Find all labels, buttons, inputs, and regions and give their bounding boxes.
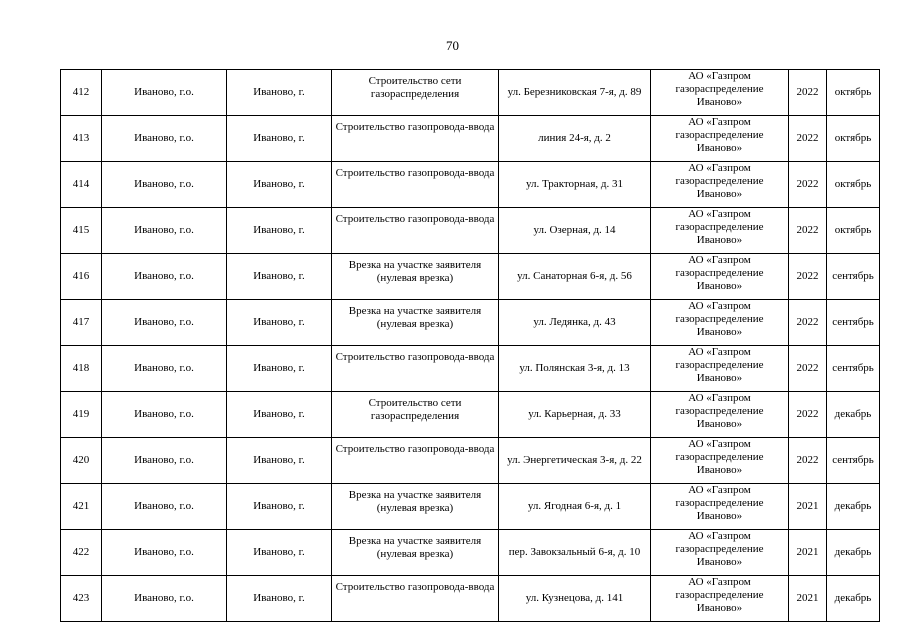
cell-district: Иваново, г.о. bbox=[102, 300, 227, 346]
cell-organization: АО «Газпром газораспределение Иваново» bbox=[651, 484, 789, 530]
cell-work-type: Строительство газопровода-ввода bbox=[332, 208, 499, 254]
cell-district: Иваново, г.о. bbox=[102, 530, 227, 576]
cell-district: Иваново, г.о. bbox=[102, 254, 227, 300]
table-row bbox=[61, 576, 880, 622]
cell-organization: АО «Газпром газораспределение Иваново» bbox=[651, 346, 789, 392]
table-row bbox=[61, 346, 880, 392]
cell-number: 420 bbox=[61, 438, 102, 484]
cell-settlement: Иваново, г. bbox=[227, 208, 332, 254]
cell-month: сентябрь bbox=[827, 254, 880, 300]
table-row bbox=[61, 70, 880, 116]
cell-month: октябрь bbox=[827, 116, 880, 162]
cell-number: 422 bbox=[61, 530, 102, 576]
cell-year: 2021 bbox=[789, 576, 827, 622]
cell-year: 2021 bbox=[789, 530, 827, 576]
cell-year: 2022 bbox=[789, 300, 827, 346]
cell-year: 2022 bbox=[789, 162, 827, 208]
cell-settlement: Иваново, г. bbox=[227, 392, 332, 438]
table-row bbox=[61, 438, 880, 484]
cell-number: 419 bbox=[61, 392, 102, 438]
cell-settlement: Иваново, г. bbox=[227, 300, 332, 346]
cell-month: сентябрь bbox=[827, 346, 880, 392]
cell-work-type: Строительство газопровода-ввода bbox=[332, 116, 499, 162]
cell-work-type: Строительство газопровода-ввода bbox=[332, 346, 499, 392]
cell-address: ул. Кузнецова, д. 141 bbox=[499, 576, 651, 622]
cell-settlement: Иваново, г. bbox=[227, 116, 332, 162]
cell-settlement: Иваново, г. bbox=[227, 162, 332, 208]
cell-year: 2022 bbox=[789, 392, 827, 438]
cell-year: 2022 bbox=[789, 438, 827, 484]
cell-district: Иваново, г.о. bbox=[102, 208, 227, 254]
cell-year: 2022 bbox=[789, 116, 827, 162]
cell-month: октябрь bbox=[827, 208, 880, 254]
cell-year: 2021 bbox=[789, 484, 827, 530]
cell-month: декабрь bbox=[827, 484, 880, 530]
cell-organization: АО «Газпром газораспределение Иваново» bbox=[651, 300, 789, 346]
cell-address: ул. Озерная, д. 14 bbox=[499, 208, 651, 254]
cell-settlement: Иваново, г. bbox=[227, 576, 332, 622]
cell-district: Иваново, г.о. bbox=[102, 576, 227, 622]
cell-number: 418 bbox=[61, 346, 102, 392]
cell-work-type: Строительство сети газораспределения bbox=[332, 70, 499, 116]
cell-settlement: Иваново, г. bbox=[227, 254, 332, 300]
cell-organization: АО «Газпром газораспределение Иваново» bbox=[651, 530, 789, 576]
cell-settlement: Иваново, г. bbox=[227, 70, 332, 116]
cell-district: Иваново, г.о. bbox=[102, 346, 227, 392]
cell-number: 417 bbox=[61, 300, 102, 346]
gasification-table bbox=[60, 69, 880, 622]
cell-settlement: Иваново, г. bbox=[227, 530, 332, 576]
page-number: 70 bbox=[446, 38, 459, 53]
cell-settlement: Иваново, г. bbox=[227, 438, 332, 484]
cell-number: 413 bbox=[61, 116, 102, 162]
cell-number: 421 bbox=[61, 484, 102, 530]
cell-settlement: Иваново, г. bbox=[227, 346, 332, 392]
cell-district: Иваново, г.о. bbox=[102, 392, 227, 438]
cell-district: Иваново, г.о. bbox=[102, 70, 227, 116]
cell-number: 415 bbox=[61, 208, 102, 254]
cell-organization: АО «Газпром газораспределение Иваново» bbox=[651, 438, 789, 484]
cell-organization: АО «Газпром газораспределение Иваново» bbox=[651, 208, 789, 254]
cell-number: 423 bbox=[61, 576, 102, 622]
cell-work-type: Врезка на участке заявителя (нулевая врезка) bbox=[332, 484, 499, 530]
cell-organization: АО «Газпром газораспределение Иваново» bbox=[651, 392, 789, 438]
cell-organization: АО «Газпром газораспределение Иваново» bbox=[651, 254, 789, 300]
cell-work-type: Строительство газопровода-ввода bbox=[332, 438, 499, 484]
cell-address: ул. Тракторная, д. 31 bbox=[499, 162, 651, 208]
cell-month: декабрь bbox=[827, 530, 880, 576]
cell-address: ул. Карьерная, д. 33 bbox=[499, 392, 651, 438]
cell-number: 414 bbox=[61, 162, 102, 208]
table-row bbox=[61, 254, 880, 300]
table-row bbox=[61, 162, 880, 208]
cell-work-type: Строительство газопровода-ввода bbox=[332, 162, 499, 208]
cell-number: 416 bbox=[61, 254, 102, 300]
cell-organization: АО «Газпром газораспределение Иваново» bbox=[651, 576, 789, 622]
cell-work-type: Строительство газопровода-ввода bbox=[332, 576, 499, 622]
table-row bbox=[61, 208, 880, 254]
cell-month: сентябрь bbox=[827, 300, 880, 346]
cell-organization: АО «Газпром газораспределение Иваново» bbox=[651, 162, 789, 208]
table-row bbox=[61, 484, 880, 530]
cell-month: декабрь bbox=[827, 392, 880, 438]
cell-work-type: Врезка на участке заявителя (нулевая врезка) bbox=[332, 300, 499, 346]
table-row bbox=[61, 300, 880, 346]
cell-address: ул. Ягодная 6-я, д. 1 bbox=[499, 484, 651, 530]
cell-number: 412 bbox=[61, 70, 102, 116]
cell-month: октябрь bbox=[827, 162, 880, 208]
cell-district: Иваново, г.о. bbox=[102, 116, 227, 162]
table-row bbox=[61, 392, 880, 438]
cell-address: ул. Ледянка, д. 43 bbox=[499, 300, 651, 346]
cell-address: пер. Завокзальный 6-я, д. 10 bbox=[499, 530, 651, 576]
cell-month: октябрь bbox=[827, 70, 880, 116]
cell-work-type: Строительство сети газораспределения bbox=[332, 392, 499, 438]
cell-district: Иваново, г.о. bbox=[102, 438, 227, 484]
cell-year: 2022 bbox=[789, 254, 827, 300]
cell-district: Иваново, г.о. bbox=[102, 484, 227, 530]
cell-address: ул. Санаторная 6-я, д. 56 bbox=[499, 254, 651, 300]
table-row bbox=[61, 116, 880, 162]
cell-month: декабрь bbox=[827, 576, 880, 622]
table-body bbox=[61, 70, 880, 622]
cell-year: 2022 bbox=[789, 208, 827, 254]
cell-address: ул. Березниковская 7-я, д. 89 bbox=[499, 70, 651, 116]
cell-address: линия 24-я, д. 2 bbox=[499, 116, 651, 162]
cell-organization: АО «Газпром газораспределение Иваново» bbox=[651, 116, 789, 162]
cell-address: ул. Полянская 3-я, д. 13 bbox=[499, 346, 651, 392]
cell-address: ул. Энергетическая 3-я, д. 22 bbox=[499, 438, 651, 484]
cell-work-type: Врезка на участке заявителя (нулевая врезка) bbox=[332, 530, 499, 576]
cell-settlement: Иваново, г. bbox=[227, 484, 332, 530]
cell-year: 2022 bbox=[789, 70, 827, 116]
cell-year: 2022 bbox=[789, 346, 827, 392]
cell-work-type: Врезка на участке заявителя (нулевая врезка) bbox=[332, 254, 499, 300]
cell-organization: АО «Газпром газораспределение Иваново» bbox=[651, 70, 789, 116]
table-row bbox=[61, 530, 880, 576]
cell-district: Иваново, г.о. bbox=[102, 162, 227, 208]
cell-month: сентябрь bbox=[827, 438, 880, 484]
